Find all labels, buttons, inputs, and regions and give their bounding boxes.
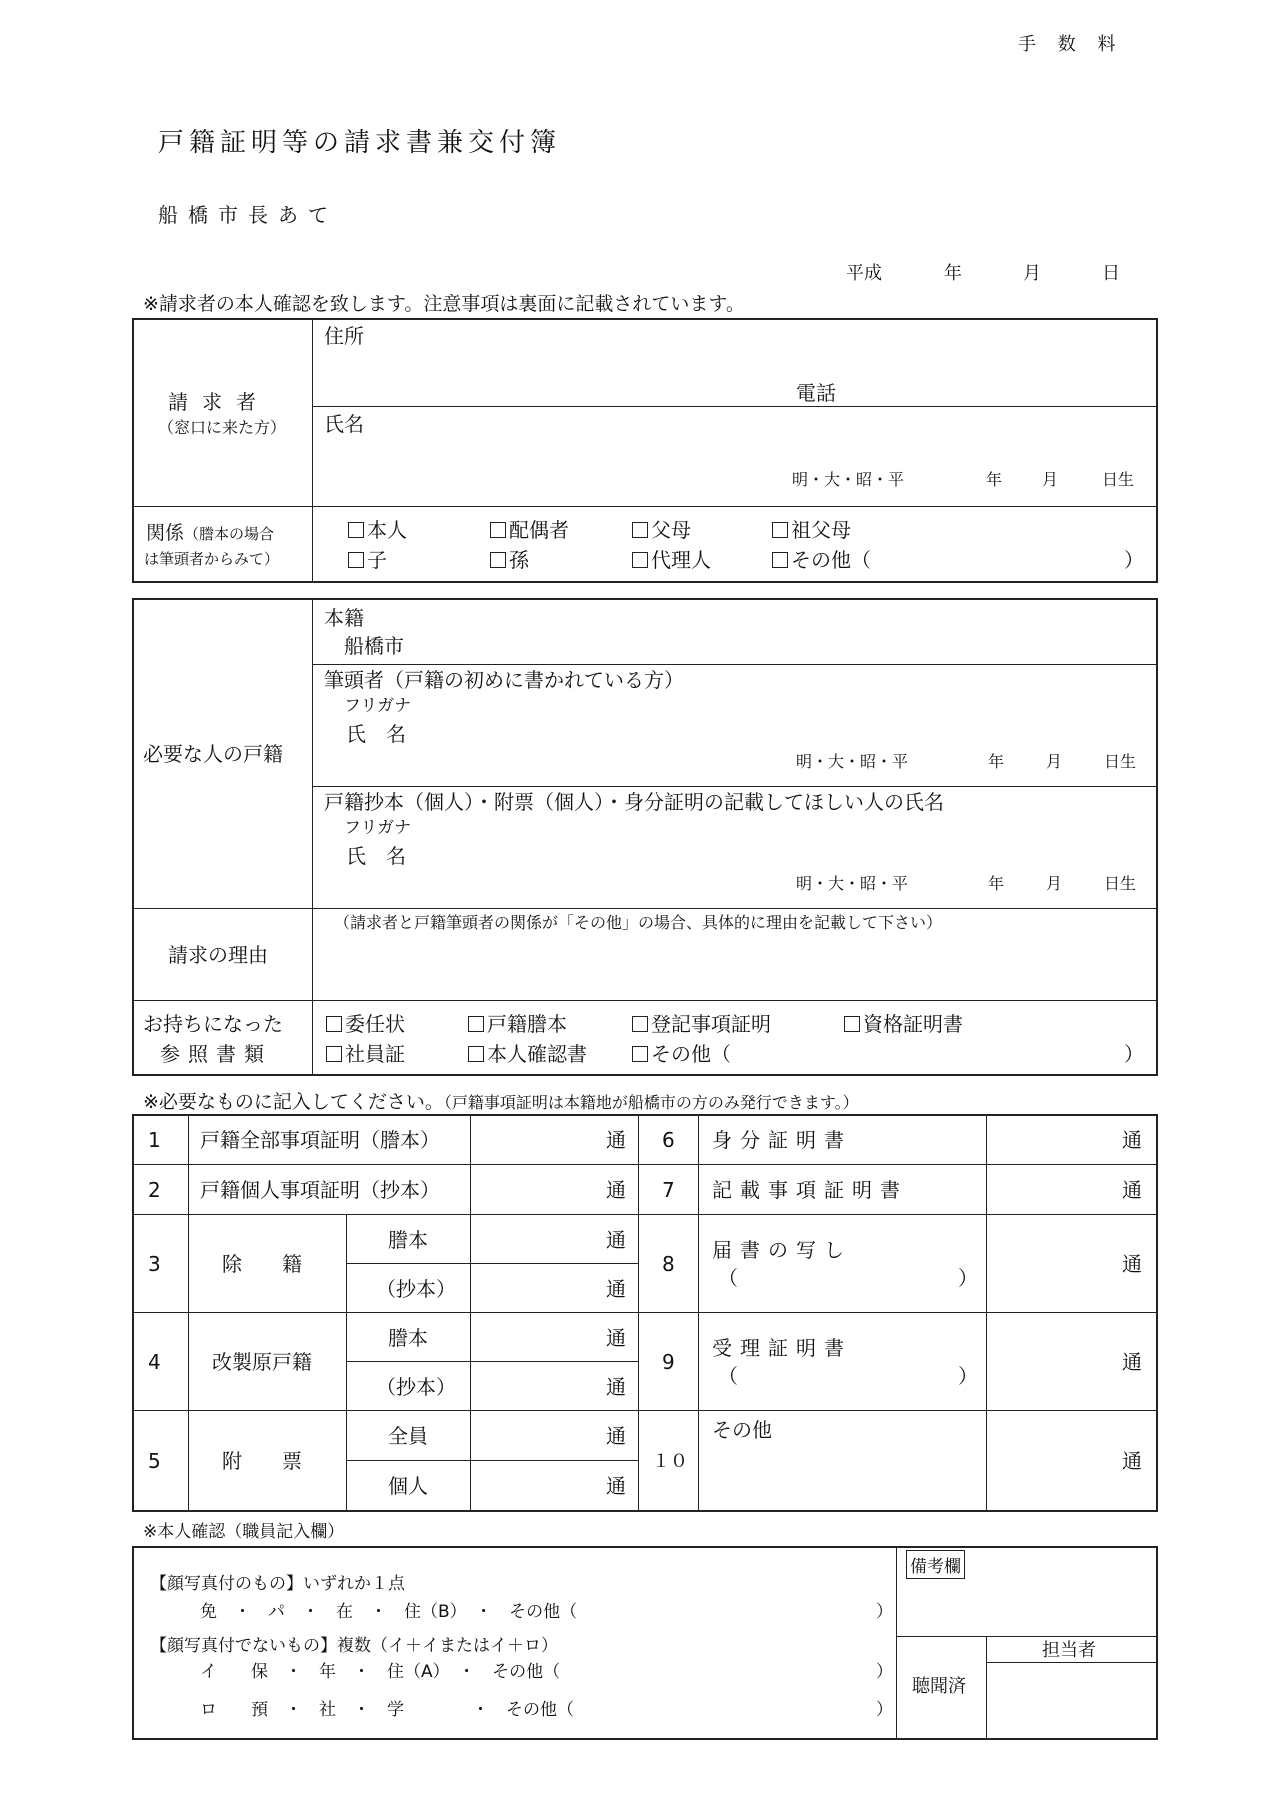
cert-sub-4b: （抄本） [376, 1375, 456, 1399]
head-birth-month: 月 [1046, 752, 1063, 771]
phone-label: 電話 [796, 381, 836, 405]
cert-unit-4b: 通 [606, 1375, 626, 1399]
cert-no-3: 3 [148, 1252, 161, 1276]
date-era: 平成 [846, 263, 882, 284]
relation-checkbox-agent[interactable]: 代理人 [632, 548, 711, 572]
birth-year: 年 [986, 470, 1003, 489]
honseki-label: 本籍 [324, 606, 364, 630]
doc-checkbox-proxy[interactable]: 委任状 [326, 1012, 405, 1036]
head-birth-year: 年 [988, 752, 1005, 771]
photo-id-label: 【顔写真付のもの】いずれか１点 [150, 1574, 405, 1594]
relation-checkbox-spouse[interactable]: 配偶者 [490, 518, 569, 542]
cert-unit-3b: 通 [606, 1277, 626, 1301]
cert-no-2: 2 [148, 1178, 161, 1202]
cert-name-4: 改製原戸籍 [212, 1350, 312, 1374]
cert-unit-6: 通 [1122, 1128, 1142, 1152]
address-label: 住所 [324, 324, 364, 348]
head-furigana: フリガナ [344, 696, 412, 716]
reason-label: 請求の理由 [168, 943, 268, 967]
relation-note: は筆頭者からみて） [144, 550, 280, 568]
person-label: 戸籍抄本（個人）・附票（個人）・身分証明の記載してほしい人の氏名 [324, 790, 944, 814]
relation-checkbox-parents[interactable]: 父母 [632, 518, 691, 542]
nophoto-id-items-1: イ 保 ・ 年 ・ 住（A） ・ その他（ [200, 1662, 561, 1682]
cert-unit-2: 通 [606, 1178, 626, 1202]
person-birth-eras: 明・大・昭・平 [796, 874, 909, 893]
doc-checkbox-id-confirm[interactable]: 本人確認書 [468, 1042, 587, 1066]
cert-no-4: 4 [148, 1350, 161, 1374]
documents-label: お持ちになった [143, 1012, 283, 1036]
doc-checkbox-employee-id[interactable]: 社員証 [326, 1042, 405, 1066]
fee-label: 手 数 料 [1018, 34, 1124, 55]
cert-unit-5a: 通 [606, 1424, 626, 1448]
doc-close-paren: ） [1124, 1042, 1144, 1066]
cert-unit-7: 通 [1122, 1178, 1142, 1202]
head-name: 氏 名 [346, 722, 406, 746]
notice: ※請求者の本人確認を致します。注意事項は裏面に記載されています。 [143, 293, 745, 315]
photo-id-items: 免 ・ パ ・ 在 ・ 住（B） ・ その他（ [200, 1602, 578, 1622]
cert-paren-close-8: ） [958, 1266, 978, 1290]
doc-checkbox-qualification[interactable]: 資格証明書 [844, 1012, 963, 1036]
cert-paren-open-8: （ [718, 1266, 738, 1290]
cert-unit-10: 通 [1122, 1449, 1142, 1473]
reason-note: （請求者と戸籍筆頭者の関係が「その他」の場合、具体的に理由を記載して下さい） [334, 913, 943, 932]
nophoto-id-label: 【顔写真付でないもの】複数（イ＋イまたはイ＋ロ） [150, 1636, 558, 1656]
cert-no-6: 6 [662, 1128, 675, 1152]
page-title: 戸籍証明等の請求書兼交付簿 [158, 128, 562, 158]
photo-id-close: ） [876, 1602, 893, 1622]
heard-label: 聴聞済 [912, 1676, 966, 1697]
requester-sublabel: （窓口に来た方） [158, 418, 287, 437]
doc-checkbox-koseki[interactable]: 戸籍謄本 [468, 1012, 567, 1036]
koseki-label: 必要な人の戸籍 [143, 742, 283, 766]
doc-checkbox-other[interactable]: その他（ [632, 1042, 731, 1066]
head-birth-day: 日生 [1104, 752, 1137, 771]
cert-paren-close-9: ） [958, 1364, 978, 1388]
staff-label: 担当者 [1042, 1640, 1096, 1661]
birth-month: 月 [1042, 470, 1059, 489]
cert-unit-8: 通 [1122, 1252, 1142, 1276]
cert-sub-4a: 謄本 [388, 1326, 428, 1350]
cert-sub-3b: （抄本） [376, 1277, 456, 1301]
documents-label-2: 参照書類 [160, 1042, 272, 1066]
cert-unit-4a: 通 [606, 1326, 626, 1350]
requester-label: 請求者 [168, 390, 270, 414]
person-birth-year: 年 [988, 874, 1005, 893]
person-birth-month: 月 [1046, 874, 1063, 893]
head-birth-eras: 明・大・昭・平 [796, 752, 909, 771]
person-birth-day: 日生 [1104, 874, 1137, 893]
birth-eras: 明・大・昭・平 [792, 470, 905, 489]
cert-name-3: 除 籍 [222, 1252, 302, 1276]
person-name: 氏 名 [346, 844, 406, 868]
relation-checkbox-child[interactable]: 子 [348, 548, 387, 572]
cert-unit-5b: 通 [606, 1474, 626, 1498]
cert-sub-3a: 謄本 [388, 1228, 428, 1252]
relation-checkbox-other[interactable]: その他（ [772, 548, 871, 572]
cert-name-10: その他 [712, 1418, 772, 1442]
doc-checkbox-registry[interactable]: 登記事項証明 [632, 1012, 771, 1036]
cert-name-5: 附 票 [222, 1449, 302, 1473]
remarks-label: 備考欄 [906, 1550, 965, 1579]
cert-name-7: 記載事項証明書 [712, 1178, 908, 1202]
head-label: 筆頭者（戸籍の初めに書かれている方） [324, 668, 684, 692]
nophoto-id-close-2: ） [876, 1700, 893, 1720]
nophoto-id-close-1: ） [876, 1662, 893, 1682]
honseki-city: 船橋市 [344, 634, 404, 658]
cert-name-1: 戸籍全部事項証明（謄本） [200, 1128, 440, 1152]
date-day: 日 [1102, 263, 1120, 284]
nophoto-id-items-2: ロ 預 ・ 社 ・ 学 ・ その他（ [200, 1700, 574, 1720]
relation-checkbox-grandparents[interactable]: 祖父母 [772, 518, 851, 542]
requester-table [132, 318, 1158, 583]
cert-sub-5a: 全員 [388, 1424, 428, 1448]
relation-checkbox-self[interactable]: 本人 [348, 518, 407, 542]
date-year: 年 [944, 263, 962, 284]
cert-no-9: 9 [662, 1350, 675, 1374]
fill-notice: ※必要なものに記入してください。（戸籍事項証明は本籍地が船橋市の方のみ発行できます。） [143, 1091, 859, 1113]
cert-no-10: １０ [652, 1451, 688, 1472]
cert-no-8: 8 [662, 1252, 675, 1276]
cert-no-1: 1 [148, 1128, 161, 1152]
cert-name-9: 受理証明書 [712, 1336, 852, 1360]
cert-unit-3a: 通 [606, 1228, 626, 1252]
cert-no-7: 7 [662, 1178, 675, 1202]
cert-unit-1: 通 [606, 1128, 626, 1152]
cert-paren-open-9: （ [718, 1364, 738, 1388]
cert-name-6: 身分証明書 [712, 1128, 852, 1152]
relation-label: 関係（謄本の場合 [146, 522, 275, 544]
name-label: 氏名 [324, 412, 364, 436]
relation-checkbox-grandchild[interactable]: 孫 [490, 548, 529, 572]
cert-sub-5b: 個人 [388, 1474, 428, 1498]
person-furigana: フリガナ [344, 818, 412, 838]
relation-close-paren: ） [1124, 548, 1144, 572]
cert-name-2: 戸籍個人事項証明（抄本） [200, 1178, 440, 1202]
birth-day: 日生 [1102, 470, 1135, 489]
addressee: 船橋市長あて [158, 203, 338, 227]
cert-unit-9: 通 [1122, 1350, 1142, 1374]
cert-name-8: 届書の写し [712, 1238, 852, 1262]
id-check-heading: ※本人確認（職員記入欄） [143, 1522, 345, 1542]
date-month: 月 [1023, 263, 1041, 284]
cert-no-5: 5 [148, 1449, 161, 1473]
